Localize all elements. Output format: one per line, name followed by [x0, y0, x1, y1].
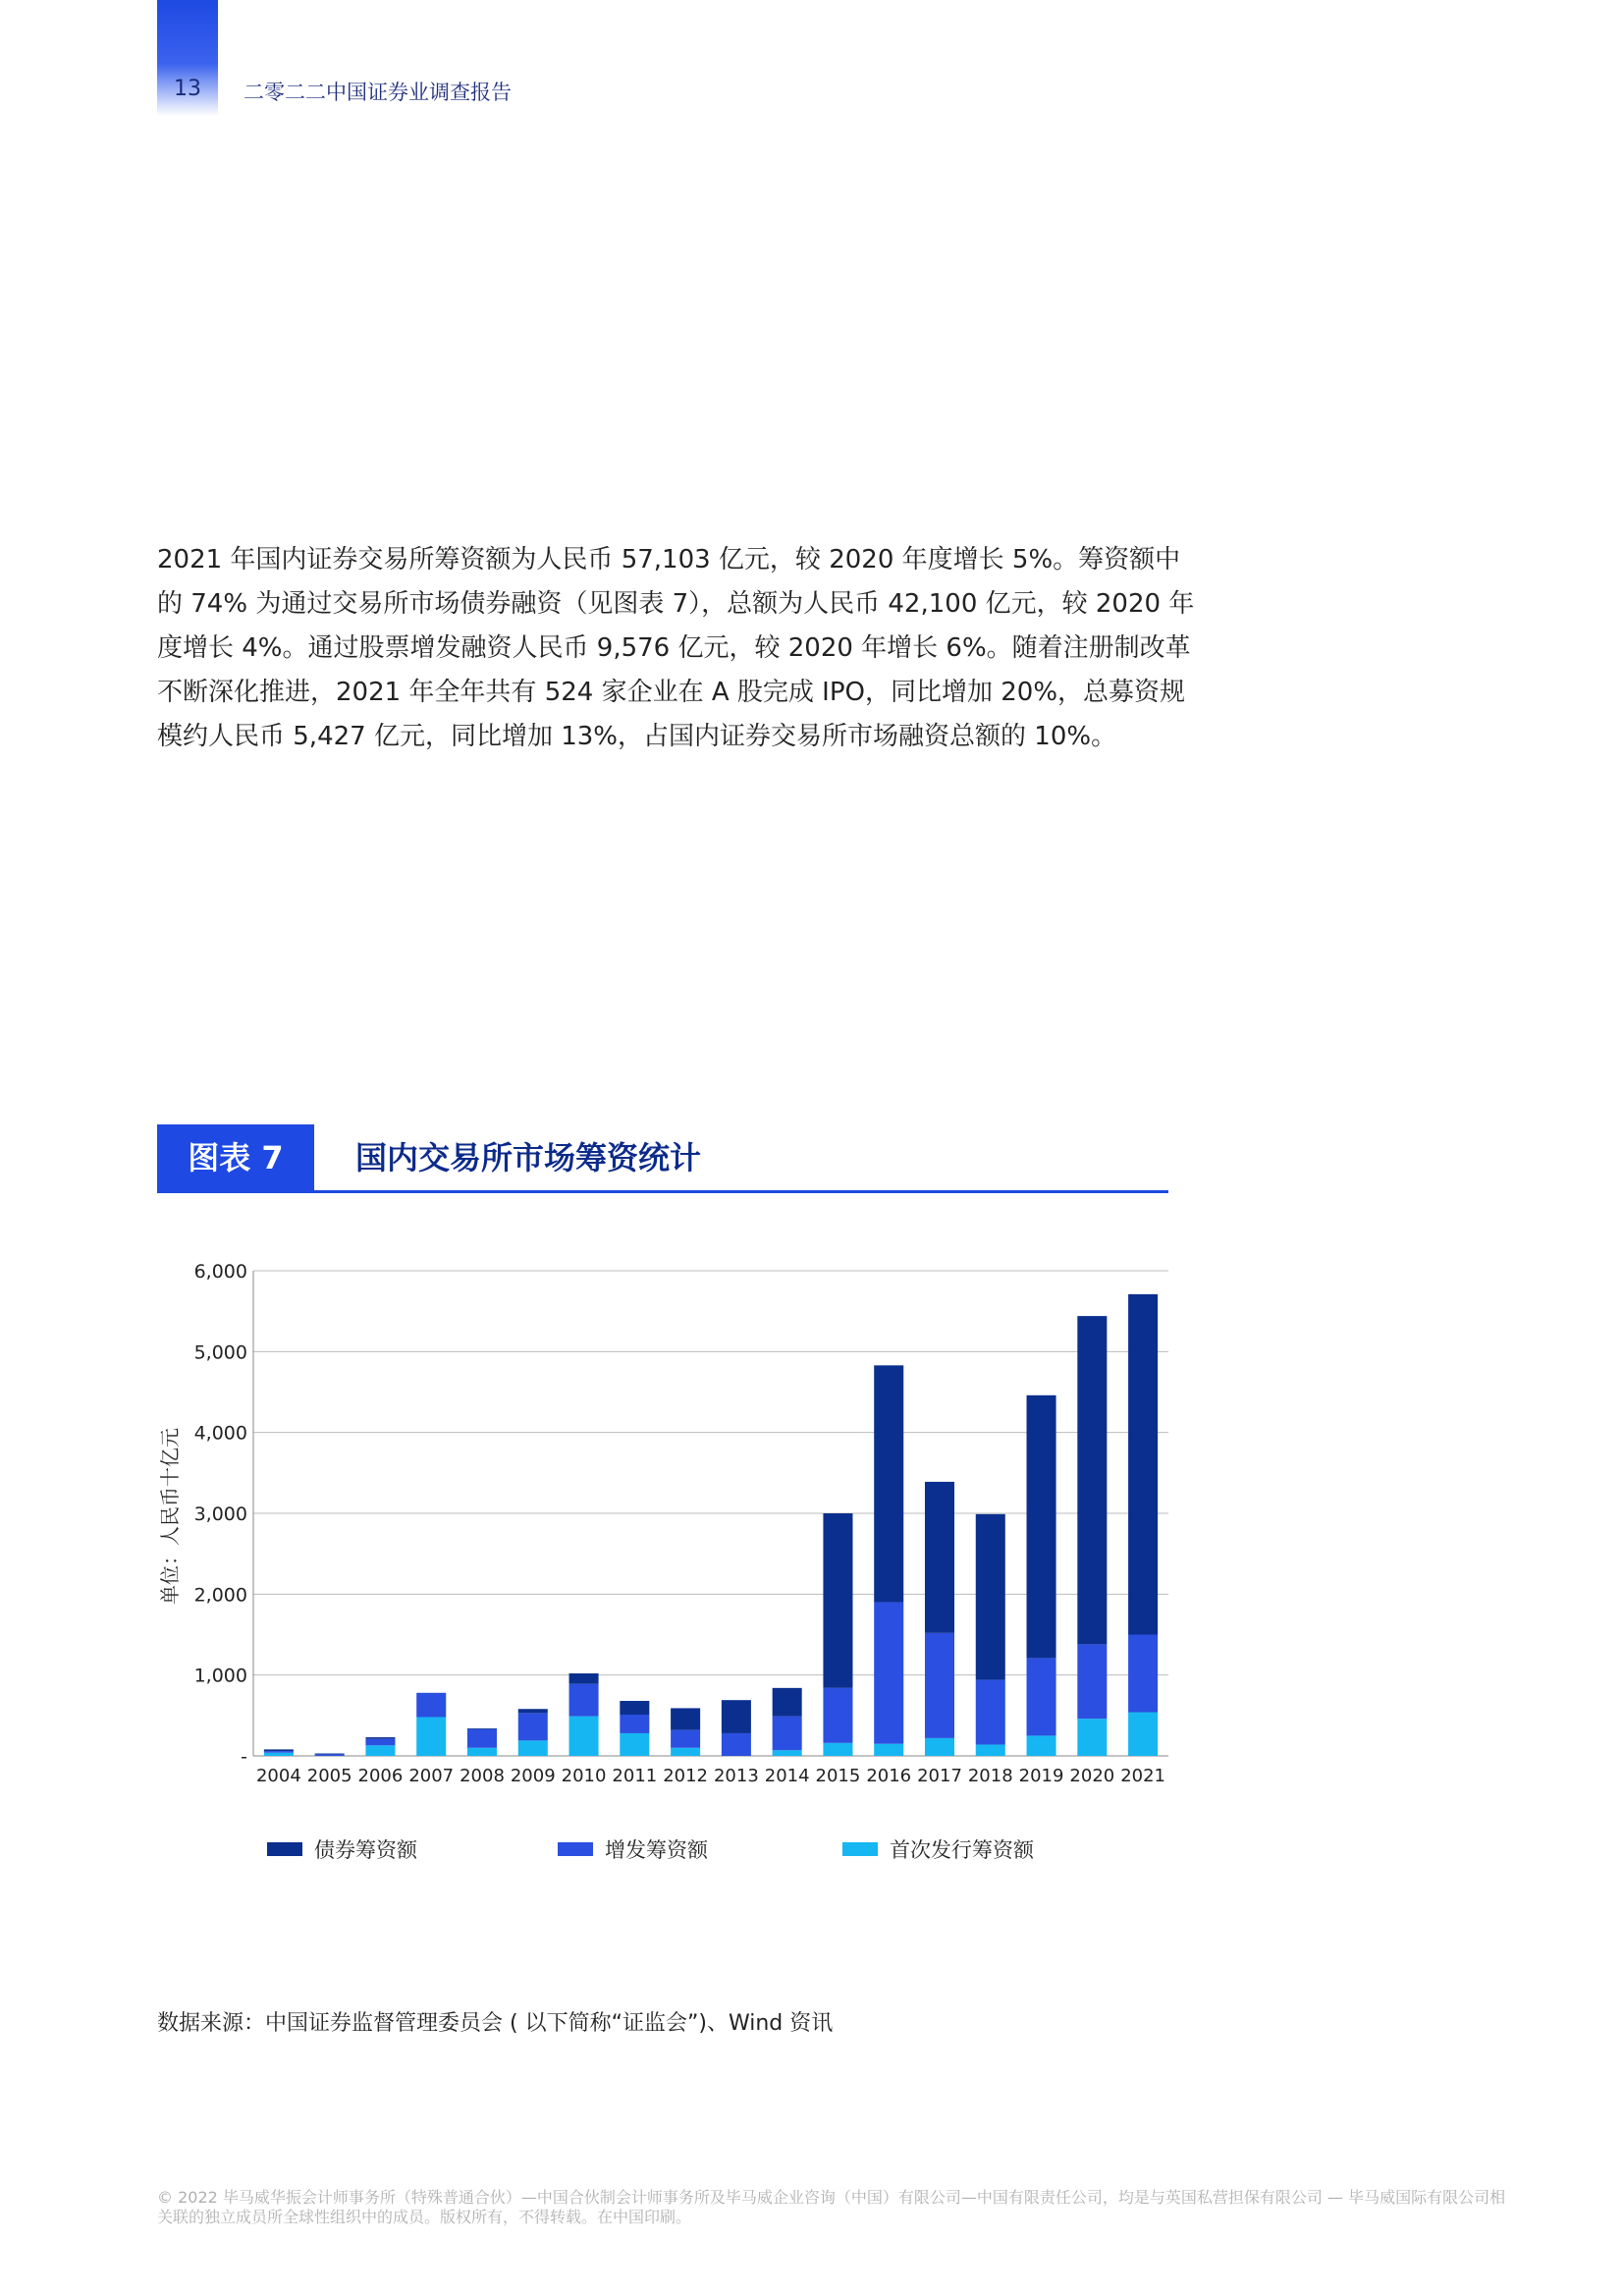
x-tick-label: 2006	[357, 1766, 404, 1786]
bar-segment	[874, 1744, 903, 1756]
bar-segment	[976, 1744, 1005, 1756]
bar-segment	[365, 1745, 395, 1756]
bar-segment	[671, 1748, 700, 1756]
bar-segment	[518, 1713, 548, 1740]
x-tick-label: 2021	[1120, 1766, 1166, 1786]
bar-segment	[823, 1688, 852, 1743]
body-paragraph: 2021 年国内证券交易所筹资额为人民币 57,103 亿元，较 2020 年度增长 5%。筹资额中的 74% 为通过交易所市场债券融资（见图表 7），总额为人民币 42,100 亿元，较 2020 年度增长 4%。通过股票增发融资人民币 9,576 亿元，较 2020 年增长 6%。随着注册制改革不断深化推进，2021 年全年共有 524 家企业在 A 股完成 IPO，同比增加 20%，总募资规模约人民币 5,427 亿元，同比增加 13%，占国内证券交易所市场融资总额的 10%。	[157, 545, 1195, 751]
y-tick-label: 6,000	[193, 1261, 247, 1283]
y-tick-label: 5,000	[193, 1341, 247, 1364]
x-tick-label: 2019	[1018, 1766, 1064, 1786]
bar-segment	[518, 1740, 548, 1756]
y-tick-label: 4,000	[193, 1422, 247, 1445]
x-tick-label: 2015	[815, 1766, 861, 1786]
bar-segment	[569, 1673, 599, 1684]
bar-segment	[773, 1688, 802, 1717]
header-title: 二零二二中国证券业调查报告	[243, 81, 512, 104]
bar-segment	[620, 1715, 649, 1733]
bar-segment	[518, 1709, 548, 1713]
bar-segment	[874, 1365, 903, 1602]
bar-segment	[722, 1733, 751, 1756]
x-tick-label: 2018	[967, 1766, 1013, 1786]
bar-segment	[671, 1708, 700, 1729]
x-tick-label: 2013	[713, 1766, 759, 1786]
chart	[147, 1247, 1188, 1797]
bar-segment	[416, 1693, 446, 1718]
x-tick-label: 2005	[306, 1766, 352, 1786]
x-tick-label: 2004	[255, 1766, 301, 1786]
bar-segment	[620, 1733, 649, 1756]
x-tick-label: 2009	[510, 1766, 556, 1786]
bar-segment	[1027, 1735, 1056, 1756]
copyright-footer: © 2022 毕马威华振会计师事务所（特殊普通合伙）—中国合伙制会计师事务所及毕马威企业咨询（中国）有限公司—中国有限责任公司，均是与英国私营担保有限公司 — 毕马威国际有限公司相关联的独立成员所全球性组织中的成员。版权所有，不得转载。在中国印刷。	[157, 2188, 1506, 2226]
bar-segment	[416, 1717, 446, 1756]
bar-segment	[1027, 1395, 1056, 1659]
data-source: 数据来源：中国证券监督管理委员会 ( 以下简称“证监会”)、Wind 资讯	[157, 2011, 834, 2036]
bar-segment	[671, 1730, 700, 1748]
bar-segment	[264, 1753, 294, 1756]
figure-title: 国内交易所市场筹资统计	[355, 1139, 702, 1176]
legend-item-follow-on	[558, 1834, 708, 1864]
legend-label-bond: 债券筹资额	[314, 1838, 417, 1862]
bar-segment	[467, 1748, 497, 1756]
legend-swatch-follow-on	[558, 1842, 593, 1856]
legend-item-bond	[267, 1834, 417, 1864]
bar-segment	[874, 1603, 903, 1744]
bar-segment	[264, 1749, 294, 1751]
x-tick-label: 2008	[460, 1766, 505, 1786]
legend-label-follow-on: 增发筹资额	[605, 1838, 708, 1862]
bar-segment	[823, 1743, 852, 1756]
bar-segment	[1128, 1713, 1158, 1756]
bar-segment	[264, 1751, 294, 1753]
figure-label: 图表 7	[157, 1124, 314, 1191]
bar-segment	[1128, 1635, 1158, 1713]
y-tick-label: 2,000	[193, 1584, 247, 1607]
bar-segment	[315, 1754, 345, 1756]
x-tick-label: 2014	[764, 1766, 810, 1786]
y-tick-label: -	[241, 1746, 247, 1768]
bar-segment	[569, 1684, 599, 1717]
bar-segment	[976, 1514, 1005, 1680]
bar-segment	[569, 1717, 599, 1756]
bar-segment	[365, 1739, 395, 1746]
x-tick-label: 2007	[408, 1766, 455, 1786]
bar-segment	[925, 1482, 954, 1633]
x-tick-label: 2012	[663, 1766, 709, 1786]
bar-segment	[1077, 1644, 1107, 1719]
bar-segment	[823, 1513, 852, 1688]
bar-segment	[976, 1680, 1005, 1745]
bar-segment	[1077, 1719, 1107, 1756]
page-number: 13	[174, 77, 201, 101]
bar-segment	[925, 1738, 954, 1756]
bar-segment	[365, 1737, 395, 1739]
x-tick-label: 2020	[1069, 1766, 1115, 1786]
bar-segment	[1077, 1316, 1107, 1644]
x-tick-label: 2016	[866, 1766, 912, 1786]
x-tick-label: 2011	[612, 1766, 658, 1786]
bar-segment	[773, 1717, 802, 1751]
x-tick-label: 2010	[561, 1766, 607, 1786]
figure-title-underline	[157, 1190, 1168, 1193]
bar-segment	[722, 1700, 751, 1733]
y-tick-label: 3,000	[193, 1503, 247, 1525]
x-tick-label: 2017	[917, 1766, 962, 1786]
legend-label-ipo: 首次发行筹资额	[890, 1838, 1034, 1862]
bar-segment	[1027, 1658, 1056, 1735]
y-tick-label: 1,000	[193, 1665, 247, 1687]
bar-segment	[1128, 1294, 1158, 1635]
y-axis-label: 单位：人民币十亿元	[158, 1428, 182, 1605]
bar-segment	[467, 1729, 497, 1748]
bar-segment	[773, 1750, 802, 1756]
legend-item-ipo	[842, 1834, 1034, 1864]
bar-segment	[925, 1633, 954, 1738]
legend-swatch-ipo	[842, 1842, 878, 1856]
legend-swatch-bond	[267, 1842, 302, 1856]
bar-segment	[620, 1701, 649, 1715]
bar-segment	[467, 1728, 497, 1729]
bar-segment	[315, 1754, 345, 1755]
